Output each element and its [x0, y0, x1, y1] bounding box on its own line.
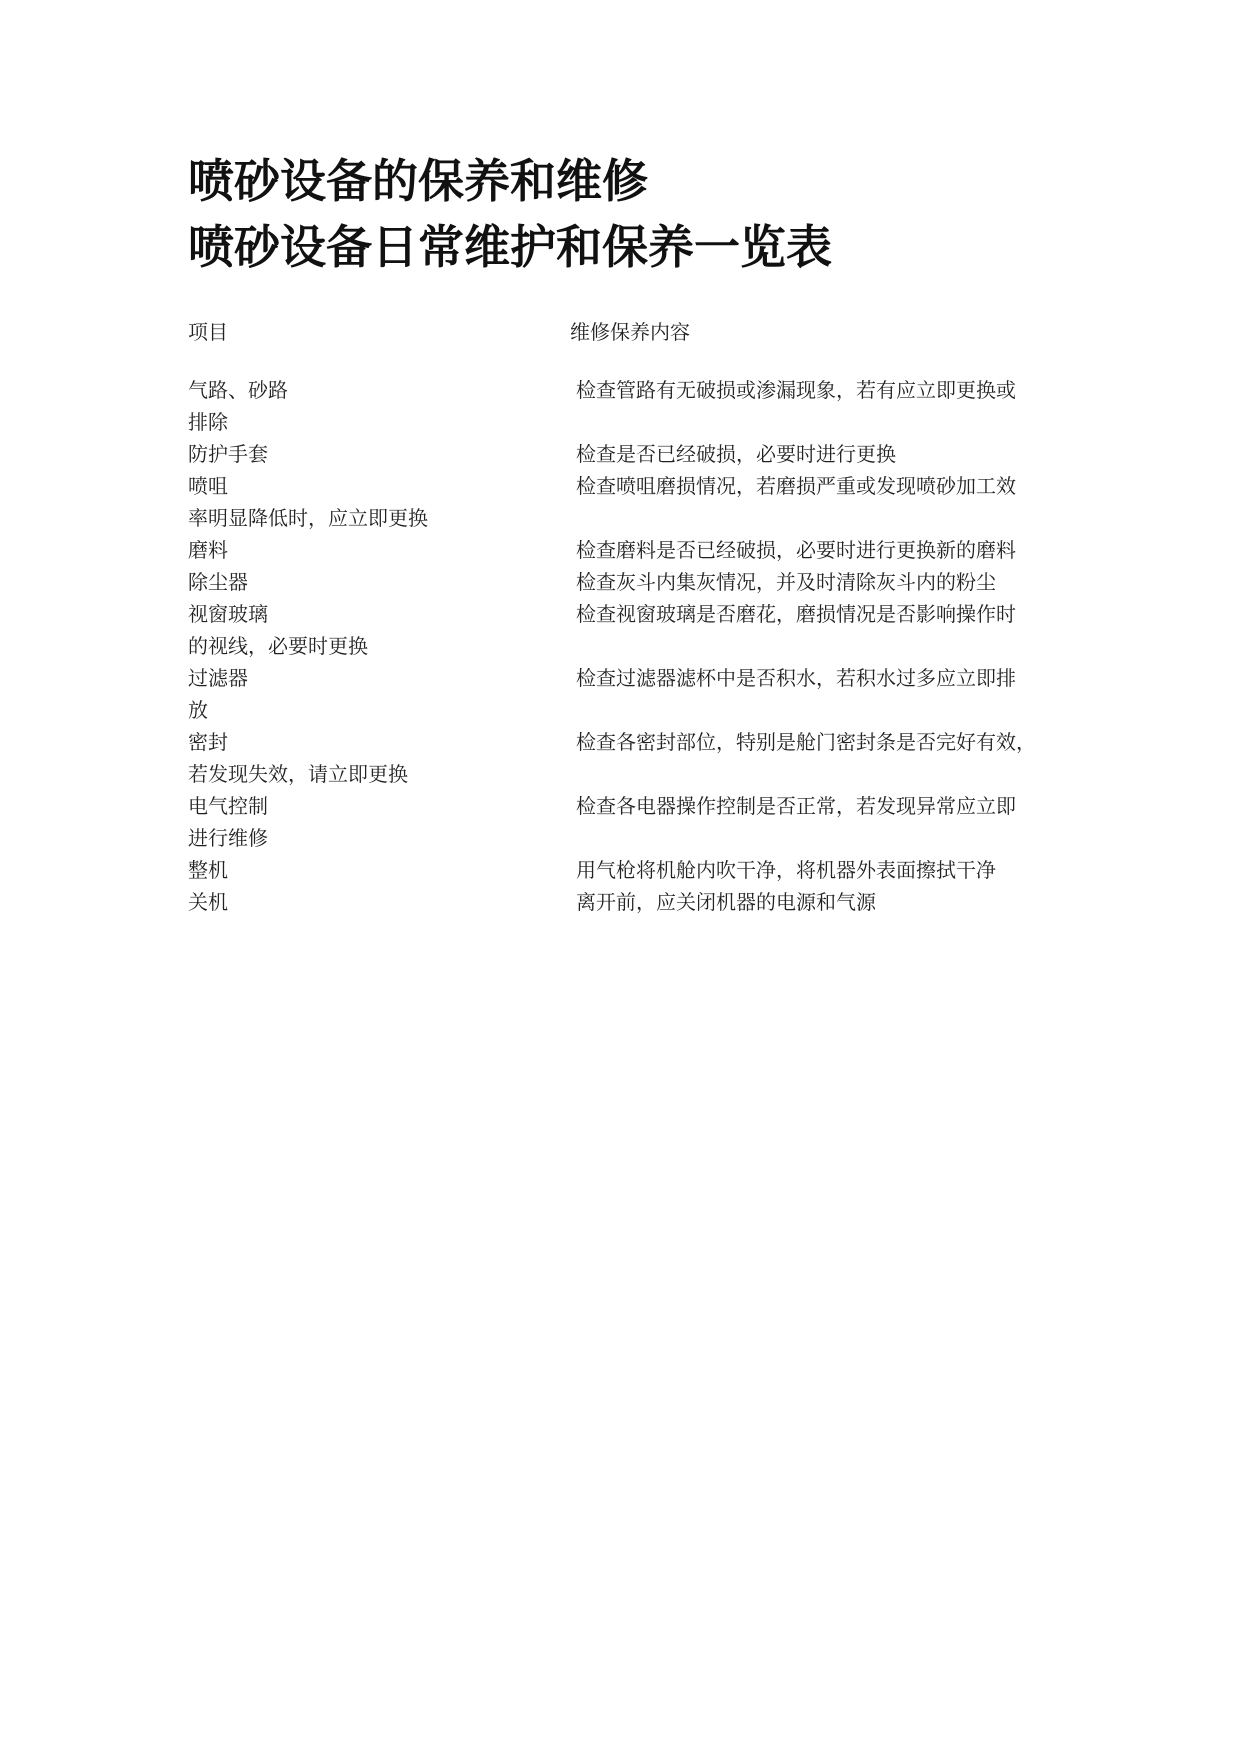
row-content-continued: 排除: [188, 410, 228, 434]
table-row-continuation: [188, 630, 1088, 662]
row-content: 用气枪将机舱内吹干净，将机器外表面擦拭干净: [576, 858, 996, 882]
row-content-continued: 的视线，必要时更换: [188, 634, 368, 658]
row-content-continued: 率明显降低时，应立即更换: [188, 506, 428, 530]
table-row: [188, 886, 1088, 918]
row-content: 检查磨料是否已经破损，必要时进行更换新的磨料: [576, 538, 1016, 562]
table-row-continuation: [188, 502, 1088, 534]
table-row-continuation: [188, 758, 1088, 790]
table-row: [188, 374, 1088, 406]
row-content: 检查是否已经破损，必要时进行更换: [576, 442, 896, 466]
header-item: 项目: [188, 320, 228, 344]
table-header: [188, 316, 1088, 348]
row-item: 磨料: [188, 538, 228, 562]
row-item: 密封: [188, 730, 228, 754]
table-title: 喷砂设备日常维护和保养一览表: [188, 220, 832, 274]
row-item: 防护手套: [188, 442, 268, 466]
row-item: 过滤器: [188, 666, 248, 690]
row-item: 喷咀: [188, 474, 228, 498]
row-content: 检查各电器操作控制是否正常，若发现异常应立即: [576, 794, 1016, 818]
table-row-continuation: [188, 694, 1088, 726]
table-row: [188, 438, 1088, 470]
row-item: 除尘器: [188, 570, 248, 594]
table-row-continuation: [188, 822, 1088, 854]
table-row: [188, 598, 1088, 630]
row-content: 检查灰斗内集灰情况，并及时清除灰斗内的粉尘: [576, 570, 996, 594]
row-content-continued: 若发现失效，请立即更换: [188, 762, 408, 786]
table-row: [188, 566, 1088, 598]
table-row: [188, 854, 1088, 886]
row-item: 关机: [188, 890, 228, 914]
row-content: 检查管路有无破损或渗漏现象，若有应立即更换或: [576, 378, 1016, 402]
row-item: 气路、砂路: [188, 378, 288, 402]
row-content: 检查过滤器滤杯中是否积水，若积水过多应立即排: [576, 666, 1016, 690]
row-content: 离开前，应关闭机器的电源和气源: [576, 890, 876, 914]
row-content: 检查视窗玻璃是否磨花，磨损情况是否影响操作时: [576, 602, 1016, 626]
table-row: [188, 534, 1088, 566]
table-row: [188, 726, 1088, 758]
row-item: 电气控制: [188, 794, 268, 818]
row-content: 检查各密封部位，特别是舱门密封条是否完好有效，: [576, 730, 1036, 754]
title-block: [188, 148, 1088, 280]
row-content-continued: 放: [188, 698, 208, 722]
row-content: 检查喷咀磨损情况，若磨损严重或发现喷砂加工效: [576, 474, 1016, 498]
row-item: 整机: [188, 858, 228, 882]
document-title: 喷砂设备的保养和维修: [188, 154, 648, 208]
table-row-continuation: [188, 406, 1088, 438]
row-item: 视窗玻璃: [188, 602, 268, 626]
header-content: 维修保养内容: [570, 320, 690, 344]
table-row: [188, 662, 1088, 694]
table-row: [188, 470, 1088, 502]
table-row: [188, 790, 1088, 822]
row-content-continued: 进行维修: [188, 826, 268, 850]
